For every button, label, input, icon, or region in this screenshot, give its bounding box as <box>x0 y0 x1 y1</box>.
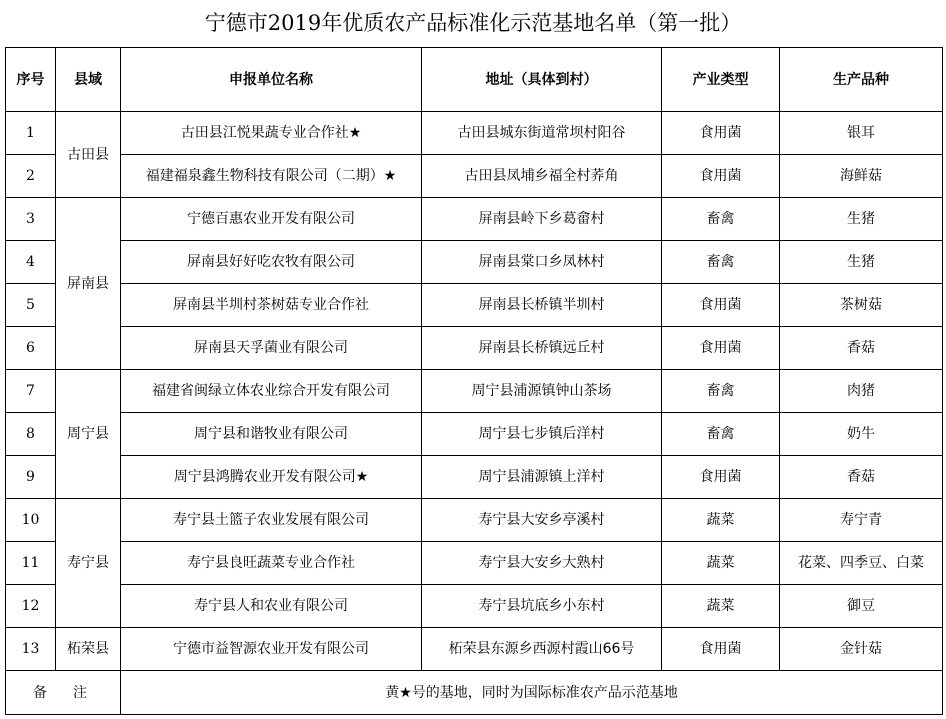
row-number: 5 <box>6 284 56 327</box>
page-title: 宁德市2019年优质农产品标准化示范基地名单（第一批） <box>204 11 742 35</box>
county-cell: 屏南县 <box>56 198 121 370</box>
table-row <box>6 499 943 542</box>
industry-cell: 食用菌 <box>662 456 780 499</box>
row-number: 10 <box>6 499 56 542</box>
product-cell: 金针菇 <box>780 628 943 671</box>
address-cell: 古田县凤埔乡福全村荞角 <box>422 155 662 198</box>
county-cell: 周宁县 <box>56 370 121 499</box>
header-industry: 产业类型 <box>662 48 780 112</box>
note-text: 黄★号的基地，同时为国际标准农产品示范基地 <box>121 671 943 715</box>
header-address: 地址（具体到村） <box>422 48 662 112</box>
row-number: 9 <box>6 456 56 499</box>
table-row <box>6 628 943 671</box>
unit-name: 周宁县和谐牧业有限公司 <box>121 413 422 456</box>
unit-name: 宁德市益智源农业开发有限公司 <box>121 628 422 671</box>
address-cell: 屏南县长桥镇半圳村 <box>422 284 662 327</box>
industry-cell: 蔬菜 <box>662 542 780 585</box>
unit-name: 周宁县鸿腾农业开发有限公司★ <box>121 456 422 499</box>
table-row <box>6 370 943 413</box>
product-cell: 海鲜菇 <box>780 155 943 198</box>
industry-cell: 食用菌 <box>662 112 780 155</box>
row-number: 13 <box>6 628 56 671</box>
table-row <box>6 155 943 198</box>
row-number: 12 <box>6 585 56 628</box>
industry-cell: 蔬菜 <box>662 499 780 542</box>
unit-name: 古田县江悦果蔬专业合作社★ <box>121 112 422 155</box>
address-cell: 寿宁县大安乡大熟村 <box>422 542 662 585</box>
row-number: 11 <box>6 542 56 585</box>
table-row <box>6 198 943 241</box>
industry-cell: 食用菌 <box>662 155 780 198</box>
industry-cell: 畜禽 <box>662 198 780 241</box>
product-cell: 茶树菇 <box>780 284 943 327</box>
unit-name: 寿宁县良旺蔬菜专业合作社 <box>121 542 422 585</box>
industry-cell: 畜禽 <box>662 241 780 284</box>
industry-cell: 蔬菜 <box>662 585 780 628</box>
row-number: 7 <box>6 370 56 413</box>
row-number: 6 <box>6 327 56 370</box>
table-row <box>6 327 943 370</box>
industry-cell: 畜禽 <box>662 413 780 456</box>
product-cell: 生猪 <box>780 241 943 284</box>
address-cell: 寿宁县大安乡亭溪村 <box>422 499 662 542</box>
product-cell: 寿宁青 <box>780 499 943 542</box>
row-number: 4 <box>6 241 56 284</box>
product-cell: 奶牛 <box>780 413 943 456</box>
header-county: 县域 <box>56 48 121 112</box>
table-row <box>6 284 943 327</box>
address-cell: 古田县城东街道常坝村阳谷 <box>422 112 662 155</box>
address-cell: 屏南县长桥镇远丘村 <box>422 327 662 370</box>
product-cell: 生猪 <box>780 198 943 241</box>
row-number: 1 <box>6 112 56 155</box>
county-cell: 寿宁县 <box>56 499 121 628</box>
industry-cell: 食用菌 <box>662 327 780 370</box>
industry-cell: 食用菌 <box>662 284 780 327</box>
header-product: 生产品种 <box>780 48 943 112</box>
table-row <box>6 241 943 284</box>
unit-name: 屏南县天孚菌业有限公司 <box>121 327 422 370</box>
address-cell: 柘荣县东源乡西源村霞山66号 <box>422 628 662 671</box>
industry-cell: 食用菌 <box>662 628 780 671</box>
unit-name: 福建省闽绿立体农业综合开发有限公司 <box>121 370 422 413</box>
product-cell: 香菇 <box>780 456 943 499</box>
product-cell: 御豆 <box>780 585 943 628</box>
address-cell: 寿宁县坑底乡小东村 <box>422 585 662 628</box>
note-label: 备 注 <box>6 671 121 715</box>
industry-cell: 畜禽 <box>662 370 780 413</box>
unit-name: 宁德百惠农业开发有限公司 <box>121 198 422 241</box>
header-seq: 序号 <box>6 48 56 112</box>
unit-name: 寿宁县人和农业有限公司 <box>121 585 422 628</box>
base-list-table <box>5 47 943 715</box>
county-cell: 古田县 <box>56 112 121 198</box>
unit-name: 屏南县半圳村茶树菇专业合作社 <box>121 284 422 327</box>
table-row <box>6 112 943 155</box>
product-cell: 肉猪 <box>780 370 943 413</box>
address-cell: 周宁县浦源镇上洋村 <box>422 456 662 499</box>
table-row <box>6 585 943 628</box>
product-cell: 银耳 <box>780 112 943 155</box>
unit-name: 屏南县好好吃农牧有限公司 <box>121 241 422 284</box>
row-number: 3 <box>6 198 56 241</box>
address-cell: 周宁县浦源镇钟山茶场 <box>422 370 662 413</box>
county-cell: 柘荣县 <box>56 628 121 671</box>
note-row <box>6 671 943 715</box>
header-unit: 申报单位名称 <box>121 48 422 112</box>
address-cell: 屏南县岭下乡葛畲村 <box>422 198 662 241</box>
table-row <box>6 542 943 585</box>
row-number: 8 <box>6 413 56 456</box>
table-row <box>6 456 943 499</box>
row-number: 2 <box>6 155 56 198</box>
unit-name: 福建福泉鑫生物科技有限公司（二期）★ <box>121 155 422 198</box>
product-cell: 香菇 <box>780 327 943 370</box>
table-row <box>6 413 943 456</box>
unit-name: 寿宁县土篮子农业发展有限公司 <box>121 499 422 542</box>
address-cell: 屏南县棠口乡凤林村 <box>422 241 662 284</box>
product-cell: 花菜、四季豆、白菜 <box>780 542 943 585</box>
header-row <box>6 48 943 112</box>
address-cell: 周宁县七步镇后洋村 <box>422 413 662 456</box>
